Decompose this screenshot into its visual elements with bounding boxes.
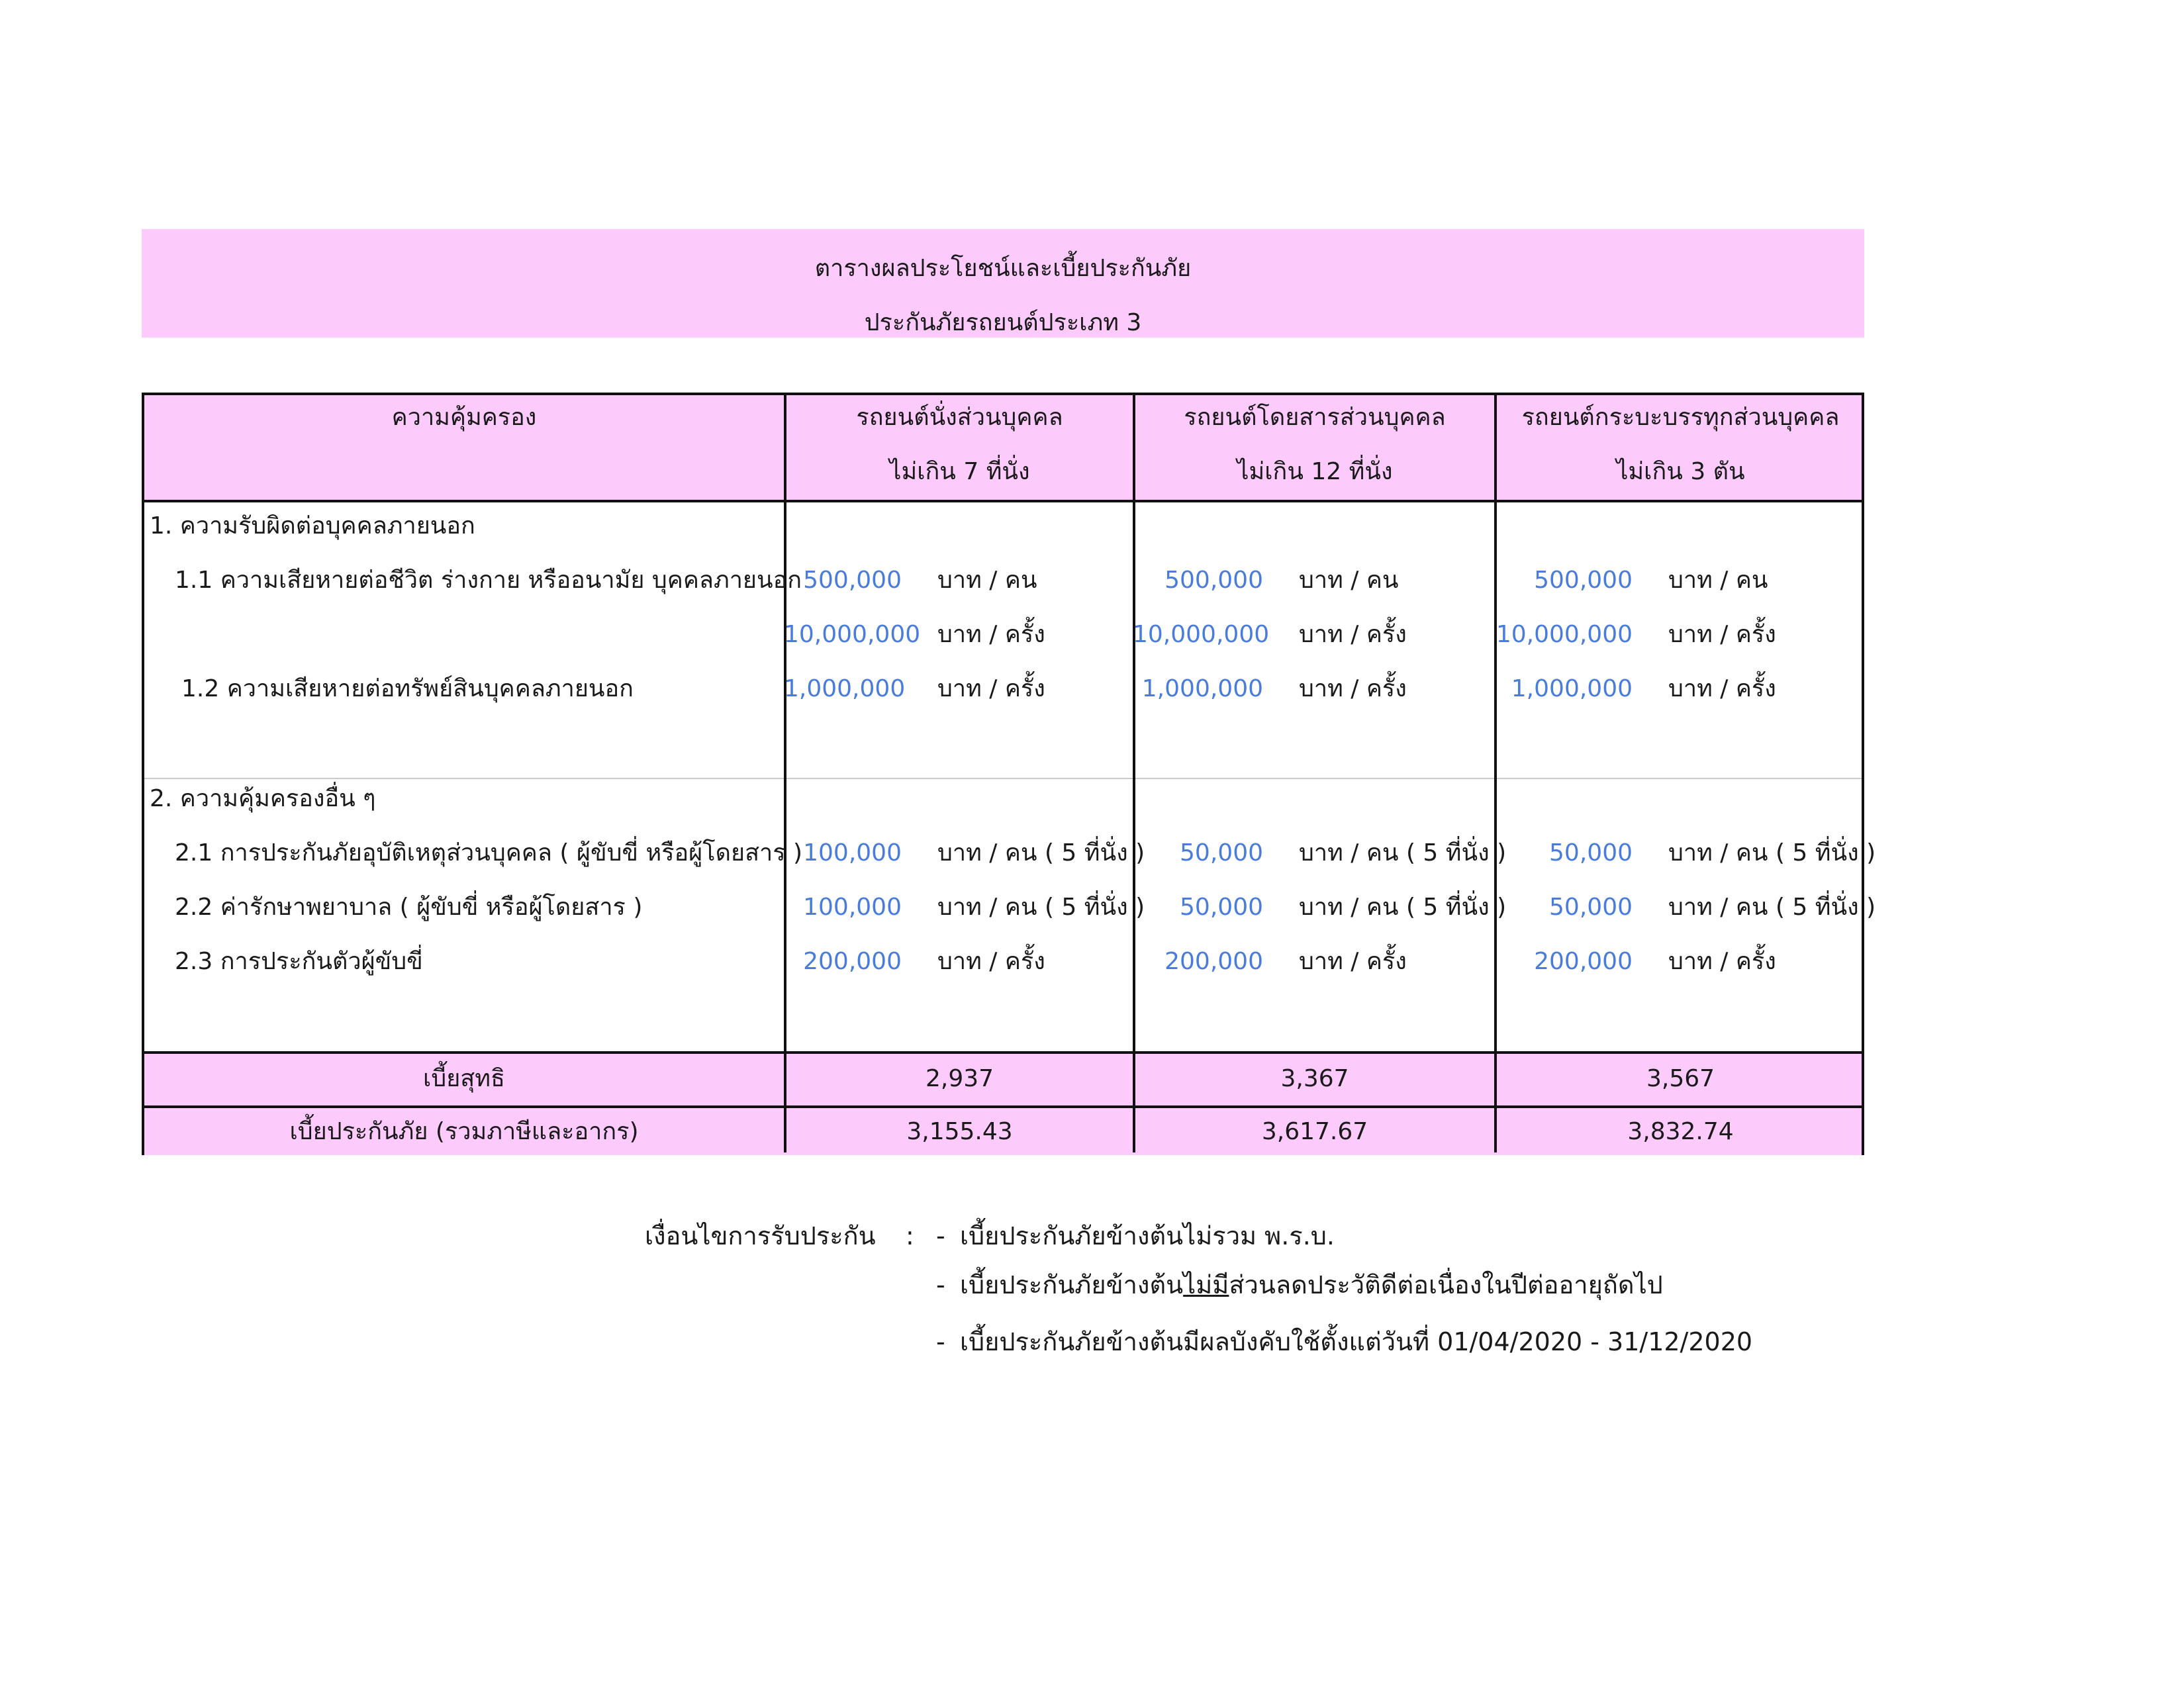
unit: บาท / คน xyxy=(937,567,1037,594)
header-col2-line1: รถยนต์โดยสารส่วนบุคคล xyxy=(1184,404,1446,431)
unit: บาท / ครั้ง xyxy=(1299,621,1407,648)
section1-item1: 1.1 ความเสียหายต่อชีวิต ร่างกาย หรืออนามัย บุคคลภายนอก xyxy=(175,567,802,594)
amount: 500,000 xyxy=(803,567,902,594)
header-col3-line1: รถยนต์กระบะบรรทุกส่วนบุคคล xyxy=(1521,404,1840,431)
column-divider xyxy=(784,395,786,1152)
unit: บาท / ครั้ง xyxy=(937,948,1045,975)
section1-item2: 1.2 ความเสียหายต่อทรัพย์สินบุคคลภายนอก xyxy=(181,675,634,702)
condition-2-part2: ส่วนลดประวัติดีต่อเนื่องในปีต่ออายุถัดไป xyxy=(1229,1270,1663,1299)
unit: บาท / คน ( 5 ที่นั่ง ) xyxy=(1299,839,1507,867)
net-premium-value: 2,937 xyxy=(925,1065,994,1092)
condition-2-emphasis: ไม่มี xyxy=(1183,1270,1229,1299)
unit: บาท / ครั้ง xyxy=(1668,948,1776,975)
total-premium-value: 3,155.43 xyxy=(906,1118,1013,1145)
header-col1-line2: ไม่เกิน 7 ที่นั่ง xyxy=(889,458,1030,485)
amount: 200,000 xyxy=(803,948,902,975)
benefit-table xyxy=(142,393,1876,1155)
condition-1: เบี้ยประกันภัยข้างต้นไม่รวม พ.ร.บ. xyxy=(960,1221,1335,1250)
header-col1-line1: รถยนต์นั่งส่วนบุคคล xyxy=(856,404,1063,431)
section2-title: 2. ความคุ้มครองอื่น ๆ xyxy=(150,785,376,812)
header-col3-line2: ไม่เกิน 3 ตัน xyxy=(1616,458,1745,485)
unit: บาท / ครั้ง xyxy=(1668,621,1776,648)
amount: 100,000 xyxy=(803,839,902,867)
amount: 500,000 xyxy=(1164,567,1263,594)
unit: บาท / ครั้ง xyxy=(1299,675,1407,702)
total-premium-label: เบี้ยประกันภัย (รวมภาษีและอากร) xyxy=(289,1118,639,1145)
amount: 50,000 xyxy=(1549,894,1633,921)
amount: 50,000 xyxy=(1180,894,1263,921)
amount: 1,000,000 xyxy=(1511,675,1633,702)
condition-dash: - xyxy=(936,1221,945,1250)
section1-title: 1. ความรับผิดต่อบุคคลภายนอก xyxy=(150,512,475,539)
header-col2-line2: ไม่เกิน 12 ที่นั่ง xyxy=(1237,458,1393,485)
unit: บาท / คน xyxy=(1299,567,1399,594)
unit: บาท / ครั้ง xyxy=(1668,675,1776,702)
condition-3: เบี้ยประกันภัยข้างต้นมีผลบังคับใช้ตั้งแต่วันที่ 01/04/2020 - 31/12/2020 xyxy=(960,1327,1753,1356)
header-coverage: ความคุ้มครอง xyxy=(391,404,537,431)
section2-item2: 2.2 ค่ารักษาพยาบาล ( ผู้ขับขี่ หรือผู้โดยสาร ) xyxy=(175,894,643,921)
table-title: ตารางผลประโยชน์และเบี้ยประกันภัย xyxy=(814,255,1192,282)
unit: บาท / ครั้ง xyxy=(1299,948,1407,975)
amount: 50,000 xyxy=(1180,839,1263,867)
condition-dash: - xyxy=(936,1270,945,1299)
amount: 500,000 xyxy=(1534,567,1633,594)
title-banner xyxy=(142,229,1864,338)
column-divider xyxy=(1494,395,1497,1152)
condition-dash: - xyxy=(936,1327,945,1356)
amount: 10,000,000 xyxy=(1496,621,1633,648)
amount: 10,000,000 xyxy=(1133,621,1270,648)
net-premium-value: 3,567 xyxy=(1646,1065,1715,1092)
unit: บาท / ครั้ง xyxy=(937,675,1045,702)
section2-item1: 2.1 การประกันภัยอุบัติเหตุส่วนบุคคล ( ผู้ขับขี่ หรือผู้โดยสาร ) xyxy=(175,839,803,867)
column-divider xyxy=(1133,395,1135,1152)
premium-row-divider xyxy=(144,1105,1862,1108)
condition-2-part1: เบี้ยประกันภัยข้างต้น xyxy=(960,1270,1184,1299)
section-divider xyxy=(144,778,1862,779)
net-premium-value: 3,367 xyxy=(1280,1065,1349,1092)
unit: บาท / คน ( 5 ที่นั่ง ) xyxy=(937,894,1145,921)
amount: 1,000,000 xyxy=(784,675,906,702)
conditions-colon: : xyxy=(906,1221,914,1250)
unit: บาท / คน xyxy=(1668,567,1768,594)
section2-item3: 2.3 การประกันตัวผู้ขับขี่ xyxy=(175,948,423,975)
unit: บาท / คน ( 5 ที่นั่ง ) xyxy=(1668,839,1876,867)
unit: บาท / คน ( 5 ที่นั่ง ) xyxy=(937,839,1145,867)
condition-2 xyxy=(960,1272,1663,1297)
unit: บาท / คน ( 5 ที่นั่ง ) xyxy=(1299,894,1507,921)
amount: 200,000 xyxy=(1534,948,1633,975)
unit: บาท / คน ( 5 ที่นั่ง ) xyxy=(1668,894,1876,921)
table-subtitle: ประกันภัยรถยนต์ประเภท 3 xyxy=(864,309,1142,336)
total-premium-value: 3,617.67 xyxy=(1261,1118,1368,1145)
amount: 200,000 xyxy=(1164,948,1263,975)
amount: 50,000 xyxy=(1549,839,1633,867)
total-premium-value: 3,832.74 xyxy=(1627,1118,1734,1145)
conditions-label: เงื่อนไขการรับประกัน xyxy=(645,1221,876,1250)
net-premium-label: เบี้ยสุทธิ xyxy=(423,1065,505,1092)
unit: บาท / ครั้ง xyxy=(937,621,1045,648)
amount: 100,000 xyxy=(803,894,902,921)
amount: 1,000,000 xyxy=(1141,675,1263,702)
amount: 10,000,000 xyxy=(784,621,921,648)
